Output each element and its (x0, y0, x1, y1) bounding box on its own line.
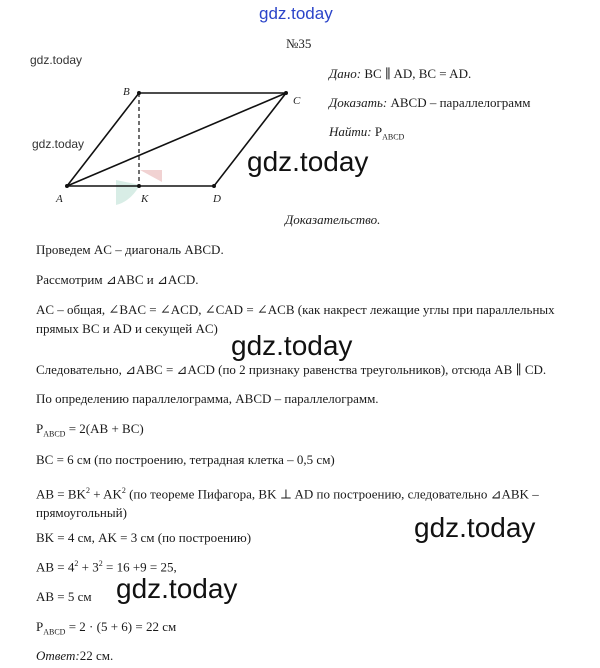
prove-line: Доказать: ABCD – параллелограмм (329, 95, 531, 110)
label-a: A (56, 193, 63, 205)
find-line: Найти: $P_{ABCD}$ (329, 124, 405, 142)
point-k (137, 184, 141, 188)
figure-shade (116, 180, 140, 205)
watermark-big-2: gdz.today (231, 330, 353, 361)
proof-line-10: AB = $4^2 + 3^2 = 16 +9 = 25$, (36, 559, 177, 575)
proof-line-5: По определению параллелограмма, ABCD – параллелограмм. (36, 391, 379, 406)
watermark-big-3: gdz.today (414, 512, 536, 543)
proof-line-9: BK = 4 см, AK = 3 см (по построению) (36, 530, 252, 545)
proof-heading: Доказательство. (285, 212, 381, 227)
proof-line-12: $P_{ABCD} = 2 \cdot (5 + 6) = 22$ см (36, 619, 177, 637)
given-line: Дано: BC ∥ AD, BC = AD. (329, 66, 472, 81)
proof-line-4: Следовательно, ⊿ABC = ⊿ACD (по 2 признаку равенства треугольников), отсюда AB ∥ CD. (36, 362, 547, 377)
label-b: B (123, 86, 130, 98)
point-b (137, 91, 141, 95)
point-a (65, 184, 69, 188)
proof-line-8: AB = $BK^2 + AK^2$ (по теореме Пифагора, BK ⊥ AD по построению, следовательно ⊿ABK – прямоугольный) (36, 486, 539, 521)
watermark-big-1: gdz.today (247, 146, 369, 177)
watermark-figure-2: gdz.today (32, 137, 85, 151)
label-d: D (213, 193, 221, 205)
figure-shade-2 (140, 170, 162, 182)
watermark-figure-1: gdz.today (30, 53, 83, 67)
point-d (212, 184, 216, 188)
answer-line: Ответ:22 см. (36, 648, 114, 663)
proof-line-11: AB = 5 см (36, 589, 92, 604)
proof-line-2: Рассмотрим ⊿ABC и ⊿ACD. (36, 272, 199, 287)
point-c (284, 91, 288, 95)
watermark-top: gdz.today (259, 4, 333, 23)
proof-line-1: Проведем AC – диагональ ABCD. (36, 242, 224, 257)
proof-line-3: AC – общая, ∠BAC = ∠ACD, ∠CAD = ∠ACB (как накрест лежащие углы при параллельных прямых BC и AD и секущей AC) (36, 302, 555, 336)
parallelogram-figure (50, 80, 360, 210)
watermark-big-4: gdz.today (116, 573, 238, 604)
label-c: C (293, 95, 301, 107)
label-k: K (141, 193, 149, 205)
proof-line-6: $P_{ABCD} = 2(AB + BC)$ (36, 421, 144, 439)
proof-line-7: BC = 6 см (по построению, тетрадная клетка – 0,5 см) (36, 452, 335, 467)
problem-number: №35 (286, 36, 312, 51)
